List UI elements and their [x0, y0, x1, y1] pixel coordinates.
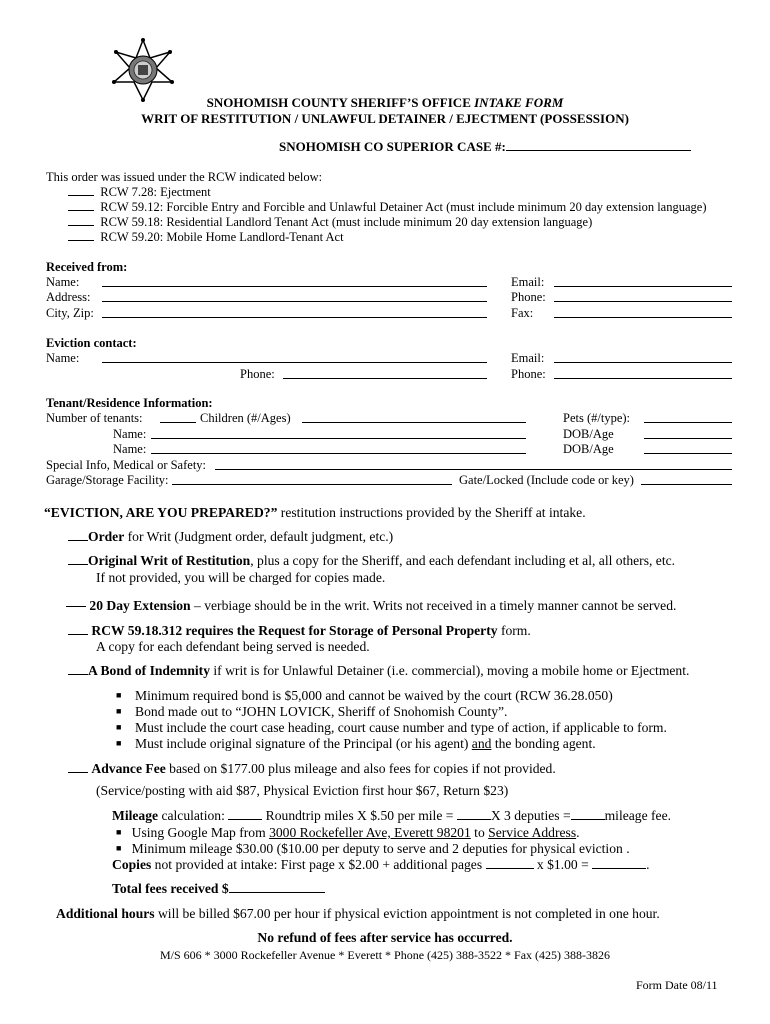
day-extension-item[interactable]: 20 Day Extension – verbiage should be in the writ. Writs not received in a timely manner cannot be served.: [66, 598, 676, 614]
garage-label: Garage/Storage Facility:: [46, 473, 169, 487]
pets-field[interactable]: [644, 412, 732, 423]
eviction-prepared-line: “EVICTION, ARE YOU PREPARED?” restitution instructions provided by the Sheriff at intake.: [44, 505, 586, 520]
tenant-name1-field[interactable]: [151, 428, 526, 439]
rcw-option-59-12[interactable]: RCW 59.12: Forcible Entry and Forcible and Unlawful Detainer Act (must include minimum 20 day extension language): [68, 200, 707, 215]
num-tenants-field[interactable]: [160, 412, 196, 423]
children-label: Children (#/Ages): [200, 411, 291, 425]
tenant-info-heading: Tenant/Residence Information:: [46, 396, 213, 410]
bond-item[interactable]: A Bond of Indemnity if writ is for Unlawful Detainer (i.e. commercial), moving a mobile home or Ejectment.: [68, 663, 689, 679]
dob2-label: DOB/Age: [563, 442, 614, 456]
rcw-intro: This order was issued under the RCW indicated below:: [46, 170, 323, 184]
office-address: M/S 606 * 3000 Rockefeller Avenue * Everett * Phone (425) 388-3522 * Fax (425) 388-3826: [159, 948, 611, 962]
eviction-phone-field[interactable]: [283, 368, 487, 379]
received-from-heading: Received from:: [46, 260, 128, 274]
received-name-field[interactable]: [102, 276, 487, 287]
received-email-field[interactable]: [554, 276, 732, 287]
eviction-name-label: Name:: [46, 351, 80, 365]
received-email-label: Email:: [511, 275, 545, 289]
received-address-label: Address:: [46, 290, 91, 304]
received-fax-label: Fax:: [511, 306, 534, 320]
total-fees-field[interactable]: Total fees received $: [112, 881, 325, 897]
gate-label: Gate/Locked (Include code or key): [459, 473, 634, 487]
received-city-field[interactable]: [102, 307, 487, 318]
tenant-name1-label: Name:: [113, 427, 147, 441]
form-date: Form Date 08/11: [636, 978, 718, 992]
storage-request-item[interactable]: RCW 59.18.312 requires the Request for Storage of Personal Property form.: [68, 623, 531, 639]
bond-bullet-2: ■ Bond made out to “JOHN LOVICK, Sheriff of Snohomish County”.: [116, 704, 508, 719]
service-fees-note: (Service/posting with aid $87, Physical Eviction first hour $67, Return $23): [96, 783, 509, 798]
gate-field[interactable]: [641, 474, 732, 485]
received-phone-label: Phone:: [511, 290, 546, 304]
eviction-phone2-field[interactable]: [554, 368, 732, 379]
dob1-field[interactable]: [644, 428, 732, 439]
rcw-option-59-20[interactable]: RCW 59.20: Mobile Home Landlord-Tenant Act: [68, 230, 344, 245]
children-field[interactable]: [302, 412, 526, 423]
form-title: SNOHOMISH COUNTY SHERIFF’S OFFICE INTAKE FORM: [206, 95, 564, 110]
eviction-phone2-label: Phone:: [511, 367, 546, 381]
eviction-name-field[interactable]: [102, 352, 487, 363]
tenant-name2-field[interactable]: [151, 443, 526, 454]
additional-hours-note: Additional hours will be billed $67.00 per hour if physical eviction appointment is not completed in one hour.: [56, 906, 660, 921]
rcw-option-ejectment[interactable]: RCW 7.28: Ejectment: [68, 185, 211, 200]
sheriff-star-badge-logo: [108, 38, 178, 102]
received-phone-field[interactable]: [554, 291, 732, 302]
case-number-field[interactable]: SNOHOMISH CO SUPERIOR CASE #:: [279, 139, 691, 155]
no-refund-notice: No refund of fees after service has occurred.: [257, 930, 513, 945]
special-info-field[interactable]: [215, 459, 732, 470]
bond-bullet-3: ■ Must include the court case heading, court cause number and type of action, if applicable to form.: [116, 720, 667, 735]
eviction-email-field[interactable]: [554, 352, 732, 363]
tenant-name2-label: Name:: [113, 442, 147, 456]
pets-label: Pets (#/type):: [563, 411, 631, 425]
received-name-label: Name:: [46, 275, 80, 289]
garage-field[interactable]: [172, 474, 452, 485]
received-address-field[interactable]: [102, 291, 487, 302]
received-fax-field[interactable]: [554, 307, 732, 318]
original-writ-item[interactable]: Original Writ of Restitution, plus a copy for the Sheriff, and each defendant including et al, all others, etc.: [68, 553, 675, 569]
order-item[interactable]: Order for Writ (Judgment order, default judgment, etc.): [68, 529, 393, 545]
special-info-label: Special Info, Medical or Safety:: [46, 458, 207, 472]
rcw-option-59-18[interactable]: RCW 59.18: Residential Landlord Tenant Act (must include minimum 20 day extension language): [68, 215, 592, 230]
eviction-email-label: Email:: [511, 351, 545, 365]
copies-line: Copies not provided at intake: First page x $2.00 + additional pages x $1.00 = .: [112, 857, 650, 872]
eviction-phone-label: Phone:: [240, 367, 275, 381]
dob1-label: DOB/Age: [563, 427, 614, 441]
bond-bullet-4: ■ Must include original signature of the Principal (or his agent) and the bonding agent.: [116, 736, 596, 751]
minimum-mileage-note: ■ Minimum mileage $30.00 ($10.00 per deputy to serve and 2 deputies for physical eviction .: [116, 841, 630, 856]
original-writ-note: If not provided, you will be charged for copies made.: [96, 570, 386, 585]
storage-request-note: A copy for each defendant being served is needed.: [96, 639, 370, 654]
form-subtitle: WRIT OF RESTITUTION / UNLAWFUL DETAINER / EJECTMENT (POSSESSION): [141, 111, 629, 126]
num-tenants-label: Number of tenants:: [46, 411, 143, 425]
eviction-contact-heading: Eviction contact:: [46, 336, 137, 350]
mileage-calculation-line: Mileage calculation: Roundtrip miles X $.50 per mile = X 3 deputies = mileage fee.: [112, 808, 672, 823]
dob2-field[interactable]: [644, 443, 732, 454]
bond-bullet-1: ■ Minimum required bond is $5,000 and cannot be waived by the court (RCW 36.28.050): [116, 688, 613, 703]
google-map-note: ■ Using Google Map from 3000 Rockefeller Ave, Everett 98201 to Service Address.: [116, 825, 580, 840]
received-city-label: City, Zip:: [46, 306, 94, 320]
advance-fee-item[interactable]: Advance Fee based on $177.00 plus mileage and also fees for copies if not provided.: [68, 761, 556, 777]
